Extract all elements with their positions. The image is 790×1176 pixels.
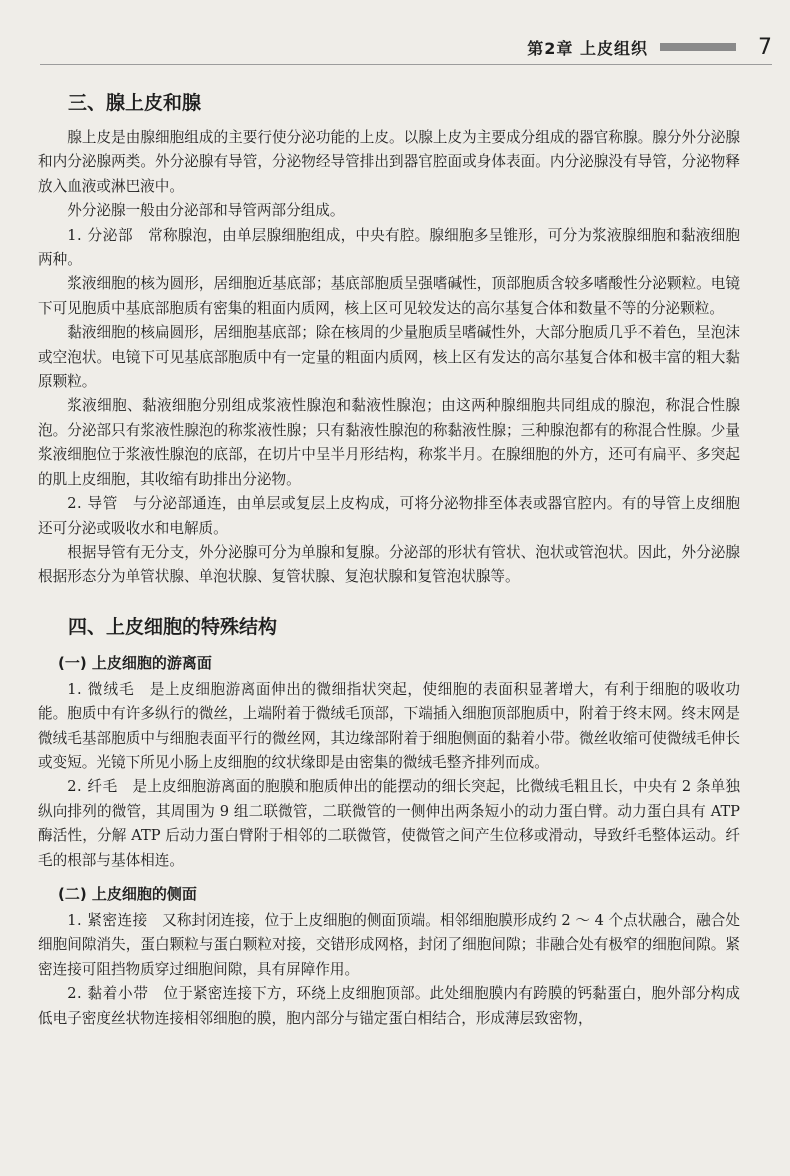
page-number: 7 xyxy=(758,34,772,60)
paragraph: 外分泌腺一般由分泌部和导管两部分组成。 xyxy=(67,202,345,220)
item-lead: 1. 微绒毛 xyxy=(67,680,135,698)
paragraph xyxy=(38,492,740,541)
section-heading-special-structures: 四、上皮细胞的特殊结构 xyxy=(68,615,278,638)
paragraph: 浆液细胞的核为圆形，居细胞近基底部；基底部胞质呈强嗜碱性，顶部胞质含较多嗜酸性分泌颗粒。电镜下可见胞质中基底部胞质有密集的粗面内质网，核上区可见较发达的高尔基复合体和数量不等的分泌颗粒。 xyxy=(38,275,740,317)
item-lead: 1. 紧密连接 xyxy=(67,911,148,929)
subsection-heading-lateral-surface: (二) 上皮细胞的侧面 xyxy=(58,884,197,903)
item-body: 又称封闭连接，位于上皮细胞的侧面顶端。相邻细胞膜形成约 2 ～ 4 个点状融合，融合处细胞间隙消失，蛋白颗粒与蛋白颗粒对接，交错形成网格，封闭了细胞间隙；非融合处有极窄的细胞间隙。紧密连接可阻挡物质穿过细胞间隙，具有屏障作用。 xyxy=(38,911,740,978)
header-rule xyxy=(40,64,772,65)
chapter-label: 第2章 上皮组织 xyxy=(527,38,648,58)
paragraph: 腺上皮是由腺细胞组成的主要行使分泌功能的上皮。以腺上皮为主要成分组成的器官称腺。腺分外分泌腺和内分泌腺两类。外分泌腺有导管，分泌物经导管排出到器官腔面或身体表面。内分泌腺没有导管，分泌物释放入血液或淋巴液中。 xyxy=(38,129,740,195)
subsection-heading-free-surface: (一) 上皮细胞的游离面 xyxy=(58,653,212,672)
paragraph: 浆液细胞、黏液细胞分别组成浆液性腺泡和黏液性腺泡；由这两种腺细胞共同组成的腺泡，称混合性腺泡。分泌部只有浆液性腺泡的称浆液性腺；只有黏液性腺泡的称黏液性腺；三种腺泡都有的称混合性腺。少量浆液细胞位于浆液性腺泡的底部，在切片中呈半月形结构，称浆半月。在腺细胞的外方，还可有扁平、多突起的肌上皮细胞，其收缩有助排出分泌物。 xyxy=(38,397,740,488)
paragraph xyxy=(38,982,740,1031)
paragraph xyxy=(38,678,740,776)
item-body: 是上皮细胞游离面伸出的微细指状突起，使细胞的表面积显著增大，有利于细胞的吸收功能。胞质中有许多纵行的微丝，上端附着于微绒毛顶部，下端插入细胞顶部胞质中，附着于终末网。终末网是微绒毛基部胞质中与细胞表面平行的微丝网，其边缘部附着于细胞侧面的黏着小带。微丝收缩可使微绒毛伸长或变短。光镜下所见小肠上皮细胞的纹状缘即是由密集的微绒毛整齐排列而成。 xyxy=(38,680,740,771)
item-lead: 1. 分泌部 xyxy=(67,226,134,244)
item-lead: 2. 纤毛 xyxy=(67,778,118,796)
paragraph xyxy=(38,909,740,982)
item-lead: 2. 黏着小带 xyxy=(67,985,149,1003)
page-body xyxy=(38,88,740,1031)
paragraph: 根据导管有无分支，外分泌腺可分为单腺和复腺。分泌部的形状有管状、泡状或管泡状。因此，外分泌腺根据形态分为单管状腺、单泡状腺、复管状腺、复泡状腺和复管泡状腺等。 xyxy=(38,543,740,586)
header-decorative-bar xyxy=(660,43,736,51)
item-lead: 2. 导管 xyxy=(67,495,119,513)
paragraph xyxy=(38,224,740,273)
paragraph: 黏液细胞的核扁圆形，居细胞基底部；除在核周的少量胞质呈嗜碱性外，大部分胞质几乎不着色，呈泡沫或空泡状。电镜下可见基底部胞质中有一定量的粗面内质网，核上区有发达的高尔基复合体和极丰富的粗大黏原颗粒。 xyxy=(38,324,740,391)
section-heading-glandular-epithelium: 三、腺上皮和腺 xyxy=(68,92,202,114)
item-body: 常称腺泡，由单层腺细胞组成，中央有腔。腺细胞多呈锥形，可分为浆液腺细胞和黏液细胞两种。 xyxy=(38,226,740,269)
item-body: 位于紧密连接下方，环绕上皮细胞顶部。此处细胞膜内有跨膜的钙黏蛋白，胞外部分构成低电子密度丝状物连接相邻细胞的膜，胞内部分与锚定蛋白相结合，形成薄层致密物， xyxy=(38,985,740,1027)
item-body: 是上皮细胞游离面的胞膜和胞质伸出的能摆动的细长突起，比微绒毛粗且长，中央有 2 条单独纵向排列的微管，其周围为 9 组二联微管，二联微管的一侧伸出两条短小的动力蛋白臂。动力蛋白具有 ATP 酶活性，分解 ATP 后动力蛋白臂附于相邻的二联微管，使微管之间产生位移或滑动，导致纤毛整体运动。纤毛的根部与基体相连。 xyxy=(38,778,740,869)
running-header xyxy=(40,30,772,64)
paragraph xyxy=(38,775,740,873)
item-body: 与分泌部通连，由单层或复层上皮构成，可将分泌物排至体表或器官腔内。有的导管上皮细胞还可分泌或吸收水和电解质。 xyxy=(38,495,740,537)
